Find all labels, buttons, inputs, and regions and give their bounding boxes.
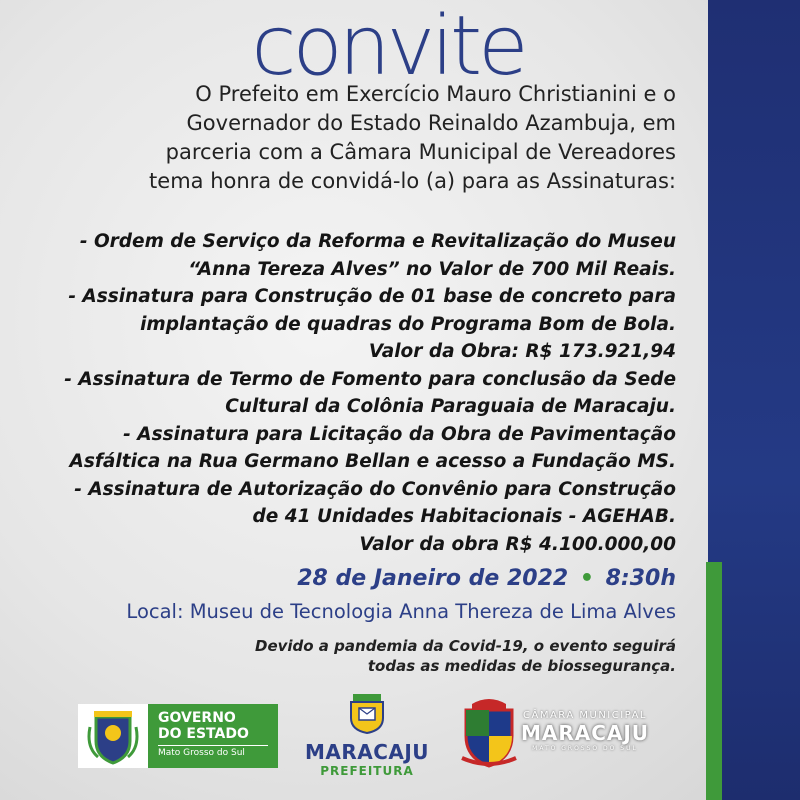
event-datetime [200, 566, 676, 591]
camara-name: MARACAJU [520, 721, 650, 745]
intro-line: O Prefeito em Exercício Mauro Christianini e o [195, 82, 676, 106]
note-line: todas as medidas de biossegurança. [367, 657, 676, 675]
governo-line2: DO ESTADO [158, 726, 249, 742]
camara-top: CÂMARA MUNICIPAL [523, 710, 647, 721]
prefeitura-name: MARACAJU [304, 740, 430, 764]
event-location: Local: Museu de Tecnologia Anna Thereza de Lima Alves [126, 600, 676, 623]
list-item: de 41 Unidades Habitacionais - AGEHAB. [252, 506, 676, 527]
intro-paragraph [60, 80, 676, 196]
list-item: Valor da obra R$ 4.100.000,00 [359, 533, 676, 555]
governo-sub: Mato Grosso do Sul [158, 745, 268, 760]
list-item: - Assinatura para Construção de 01 base de concreto para [68, 286, 676, 307]
governo-line1: GOVERNO [158, 710, 236, 726]
list-item: Cultural da Colônia Paraguaia de Maracaju. [225, 396, 676, 417]
invite-title: convite [251, 0, 525, 94]
intro-line: Governador do Estado Reinaldo Azambuja, em [186, 111, 676, 135]
note-line: Devido a pandemia da Covid-19, o evento seguirá [255, 637, 676, 655]
signatures-list [30, 228, 676, 558]
decorative-green-bar [706, 562, 722, 800]
list-item: - Assinatura de Autorização do Convênio para Construção [74, 478, 676, 500]
camara-municipal-logo [458, 696, 648, 772]
list-item: - Assinatura para Licitação da Obra de Pavimentação [123, 423, 676, 445]
state-crest-icon [78, 704, 148, 768]
intro-line: tema honra de convidá-lo (a) para as Assinaturas: [149, 169, 676, 193]
intro-line: parceria com a Câmara Municipal de Vereadores [165, 140, 676, 164]
list-item: Valor da Obra: R$ 173.921,94 [368, 341, 676, 362]
camara-sub: MATO GROSSO DO SUL [532, 745, 638, 752]
list-item: implantação de quadras do Programa Bom de Bola. [140, 313, 676, 335]
bullet-separator: • [579, 566, 594, 591]
list-item: Asfáltica na Rua Germano Bellan e acesso a Fundação MS. [69, 451, 676, 472]
list-item: - Assinatura de Termo de Fomento para conclusão da Sede [64, 368, 676, 390]
prefeitura-sub: PREFEITURA [320, 764, 414, 778]
chamber-crest-icon [458, 696, 520, 772]
event-date: 28 de Janeiro de 2022 [297, 566, 569, 591]
prefeitura-maracaju-logo [302, 692, 432, 782]
governo-estado-logo [78, 704, 278, 768]
city-crest-icon [347, 692, 387, 734]
event-time: 8:30h [605, 566, 676, 591]
camara-text [520, 710, 650, 752]
list-item: - Ordem de Serviço da Reforma e Revitalização do Museu [79, 231, 676, 252]
covid-note [200, 636, 676, 676]
governo-label-box [148, 704, 278, 768]
list-item: “Anna Tereza Alves” no Valor de 700 Mil Reais. [188, 258, 676, 280]
